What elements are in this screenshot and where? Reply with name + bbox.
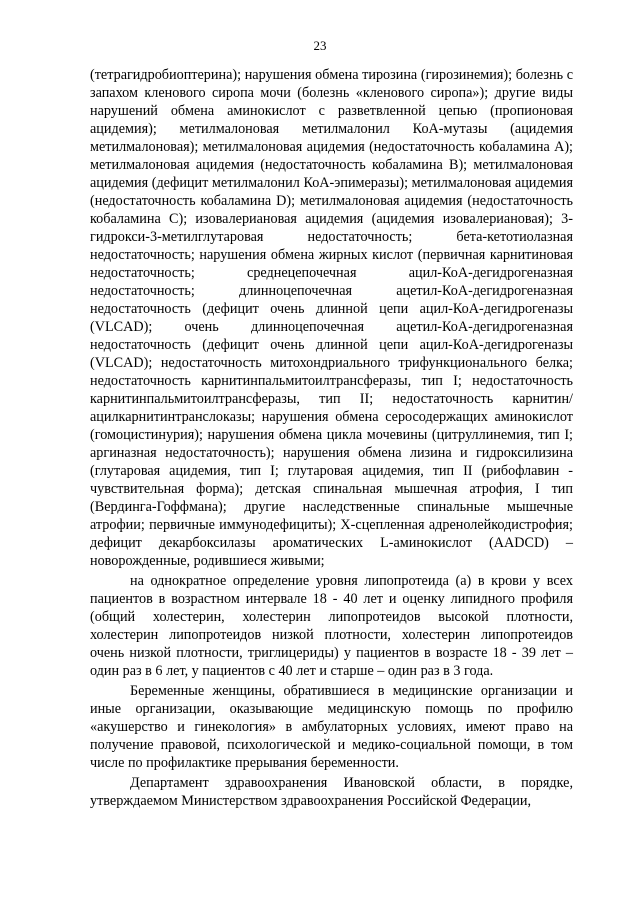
paragraph-disease-list: (тетрагидробиоптерина); нарушения обмена тирозина (гирозинемия); болезнь с запахом кленового сиропа мочи (болезнь «кленового сиропа»); другие виды нарушений обмена аминокислот с разветвленной цепью (пропионовая ацидемия); метилмалоновая метилмалонил КоА-мутазы (ацидемия метилмалоновая); метилмалоновая ацидемия (недостаточность кобаламина А); метилмалоновая ацидемия (недостаточность кобаламина В); метилмалоновая ацидемия (дефицит метилмалонил КоА-эпимеразы); метилмалоновая ацидемия (недостаточность кобаламина D); метилмалоновая ацидемия (недостаточность кобаламина С); изовалериановая ацидемия (ацидемия изовалериановая); 3-гидрокси-3-метилглутаровая недостаточность; бета-кетотиолазная недостаточность; нарушения обмена жирных кислот (первичная карнитиновая недостаточность; среднецепочечная ацил-КоА-дегидрогеназная недостаточность; длинноцепочечная ацетил-КоА-дегидрогеназная недостаточность (дефицит очень длинной цепи ацил-КоА-дегидрогеназы (VLCAD); очень длинноцепочечная ацетил-КоА-дегидрогеназная недостаточность (дефицит очень длинной цепи ацил-КоА-дегидрогеназы (VLCAD); недостаточность митохондриального трифункционального белка; недостаточность карнитинпальмитоилтрансферазы, тип I; недостаточность карнитинпальмитоилтрансферазы, тип II; недостаточность карнитин/ацилкарнитинтранслоказы; нарушения обмена серосодержащих аминокислот (гомоцистинурия); нарушения обмена цикла мочевины (цитруллинемия, тип I; аргиназная недостаточность); нарушения обмена лизина и гидроксилизина (глутаровая ацидемия, тип I; глутаровая ацидемия, тип II (рибофлавин - чувствительная форма); детская спинальная мышечная атрофия, I тип (Вердинга-Гоффмана); другие наследственные спинальные мышечные атрофии; первичные иммунодефициты); Х-сцепленная адренолейкодистрофия; дефицит декарбоксилазы ароматических L-аминокислот (AADCD) – новорожденные, родившиеся живыми; [90, 67, 573, 569]
paragraph-health-department: Департамент здравоохранения Ивановской области, в порядке, утверждаемом Министерством здравоохранения Российской Федерации, [90, 775, 573, 809]
paragraph-pregnant-women: Беременные женщины, обратившиеся в медицинские организации и иные организации, оказывающие медицинскую помощь по профилю «акушерство и гинекология» в амбулаторных условиях, имеют право на получение правовой, психологической и медико-социальной помощи, в том числе по профилактике прерывания беременности. [90, 683, 573, 771]
document-body [90, 66, 573, 810]
page-number: 23 [313, 38, 327, 53]
paragraph-lipoprotein-screening: на однократное определение уровня липопротеида (а) в крови у всех пациентов в возрастном интервале 18 - 40 лет и оценку липидного профиля (общий холестерин, холестерин липопротеидов высокой плотности, холестерин липопротеидов низкой плотности, холестерин липопротеидов очень низкой плотности, триглицериды) у пациентов в возрасте 18 - 39 лет – один раз в 6 лет, у пациентов с 40 лет и старше – один раз в 3 года. [90, 573, 573, 679]
